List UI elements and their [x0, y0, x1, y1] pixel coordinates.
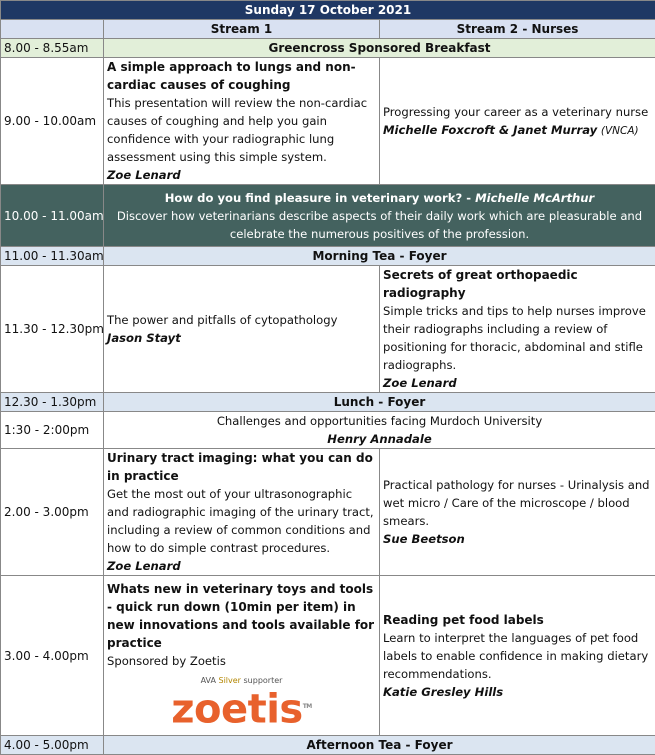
break-label: Lunch - Foyer — [104, 393, 655, 412]
session-title: Secrets of great orthopaedic radiography — [383, 266, 652, 302]
ava-supporter-label — [107, 676, 376, 686]
time-cell: 8.00 - 8.55am — [1, 39, 104, 58]
session-speaker: Katie Gresley Hills — [383, 683, 652, 701]
day-title: Sunday 17 October 2021 — [1, 1, 655, 20]
session-speaker: Zoe Lenard — [107, 557, 376, 575]
session-speaker: Zoe Lenard — [107, 166, 376, 184]
keynote-row — [1, 185, 655, 247]
time-cell: 11.00 - 11.30am — [1, 247, 104, 266]
sponsor-block — [107, 676, 376, 730]
stream1-session — [104, 266, 380, 393]
breakfast-label: Greencross Sponsored Breakfast — [104, 39, 655, 58]
session-speaker: Jason Stayt — [107, 329, 376, 347]
session-description: Sponsored by Zoetis — [107, 652, 376, 670]
speaker-organisation: (VNCA) — [601, 125, 639, 137]
session-description: Simple tricks and tips to help nurses improve their radiographs including a review of positioning for thoracic, abdominal and stifle radiographs. — [383, 302, 652, 374]
session-speaker: Zoe Lenard — [383, 374, 652, 392]
zoetis-trademark: TM — [303, 703, 312, 710]
stream1-header: Stream 1 — [104, 20, 380, 39]
session-row — [1, 449, 655, 576]
session-row — [1, 412, 655, 449]
time-cell: 11.30 - 12.30pm — [1, 266, 104, 393]
break-row — [1, 393, 655, 412]
stream1-session — [104, 58, 380, 185]
keynote-description: Discover how veterinarians describe aspects of their daily work which are pleasurable and celebrate the numerous positives of the profession. — [107, 207, 652, 243]
ava-level: Silver — [219, 676, 241, 685]
break-row — [1, 736, 655, 755]
break-label: Morning Tea - Foyer — [104, 247, 655, 266]
time-cell: 12.30 - 1.30pm — [1, 393, 104, 412]
break-label: Afternoon Tea - Foyer — [104, 736, 655, 755]
session-row — [1, 58, 655, 185]
breakfast-row — [1, 39, 655, 58]
stream1-session — [104, 449, 380, 576]
stream2-session — [380, 266, 655, 393]
day-header-row — [1, 1, 655, 20]
session-speaker: Sue Beetson — [383, 530, 652, 548]
plenary-session — [104, 412, 655, 449]
stream2-header: Stream 2 - Nurses — [380, 20, 655, 39]
session-title: Whats new in veterinary toys and tools - quick run down (10min per item) in new innovations and tools available for practice — [107, 580, 376, 652]
session-title: Urinary tract imaging: what you can do in practice — [107, 449, 376, 485]
session-title: A simple approach to lungs and non-cardiac causes of coughing — [107, 58, 376, 94]
time-cell: 1:30 - 2:00pm — [1, 412, 104, 449]
zoetis-logo — [107, 686, 376, 730]
session-description: Get the most out of your ultrasonographic and radiographic imaging of the urinary tract, including a review of common conditions and how to do simple contrast procedures. — [107, 485, 376, 557]
keynote-title: How do you find pleasure in veterinary work? - — [165, 191, 475, 205]
session-row — [1, 266, 655, 393]
time-cell: 3.00 - 4.00pm — [1, 576, 104, 736]
time-cell: 10.00 - 11.00am — [1, 185, 104, 247]
ava-suffix: supporter — [241, 676, 282, 685]
stream2-session — [380, 576, 655, 736]
time-cell: 4.00 - 5.00pm — [1, 736, 104, 755]
session-description: Practical pathology for nurses - Urinalysis and wet micro / Care of the microscope / blood smears. — [383, 476, 652, 530]
zoetis-wordmark: zoetis — [171, 687, 303, 733]
time-header — [1, 20, 104, 39]
session-description: Challenges and opportunities facing Murdoch University — [107, 412, 652, 430]
break-row — [1, 247, 655, 266]
stream-header-row — [1, 20, 655, 39]
session-row — [1, 576, 655, 736]
stream2-session — [380, 449, 655, 576]
keynote-session — [104, 185, 655, 247]
time-cell: 9.00 - 10.00am — [1, 58, 104, 185]
session-speaker: Michelle Foxcroft & Janet Murray — [383, 123, 597, 137]
stream1-session — [104, 576, 380, 736]
session-description: This presentation will review the non-cardiac causes of coughing and help you gain confidence with your radiographic lung assessment using this simple system. — [107, 94, 376, 166]
session-description: The power and pitfalls of cytopathology — [107, 311, 376, 329]
time-cell: 2.00 - 3.00pm — [1, 449, 104, 576]
session-speaker: Henry Annadale — [107, 430, 652, 448]
stream2-session — [380, 58, 655, 185]
session-description: Progressing your career as a veterinary nurse — [383, 103, 652, 121]
keynote-speaker: Michelle McArthur — [475, 191, 594, 205]
session-title: Reading pet food labels — [383, 611, 652, 629]
session-description: Learn to interpret the languages of pet food labels to enable confidence in making dietary recommendations. — [383, 629, 652, 683]
ava-prefix: AVA — [201, 676, 219, 685]
